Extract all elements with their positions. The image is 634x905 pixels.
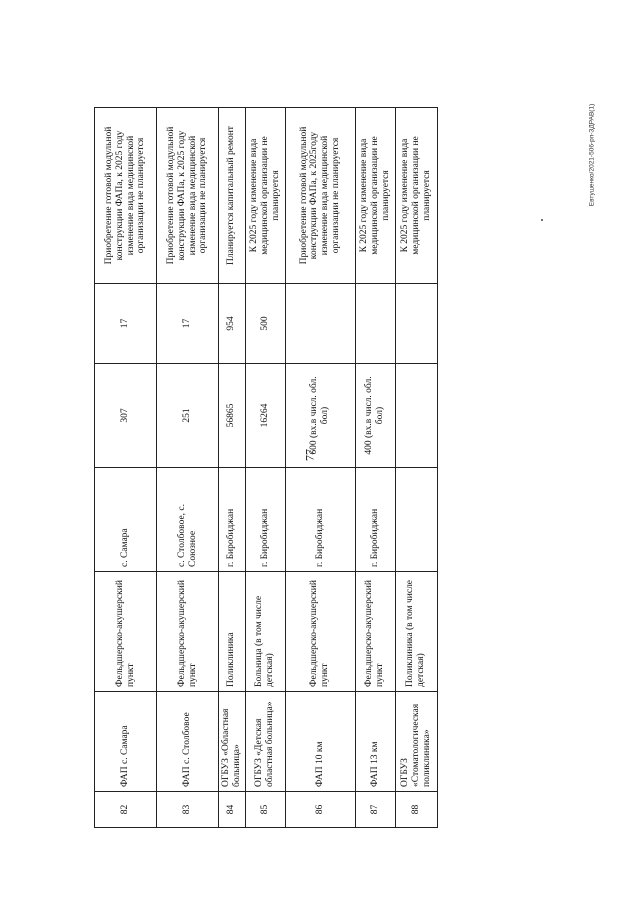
row-number-cell: 84 [219,792,246,828]
facility-name-cell: ФАП 13 км [355,692,395,792]
population-served-cell [395,364,437,468]
population-served-cell: 16264 [245,364,285,468]
facility-name-cell: ОГБУЗ «Областная больница» [219,692,246,792]
document-code: Евтушенко/2021-506-рп-ЗДРАВ(1) [588,103,596,207]
capacity-value-cell [355,284,395,364]
location-cell [395,468,437,572]
location-cell: с. Самара [95,468,157,572]
row-number-cell: 88 [395,792,437,828]
table-body [95,108,438,828]
plan-note-cell: Приобретение готовой модульной конструкции ФАПа, к 2025 году изменение вида медицинской организации не планируется [95,108,157,284]
population-served-cell: 307 [95,364,157,468]
plan-note-cell: К 2025 году изменение вида медицинской организации не планируется [245,108,285,284]
facility-type-cell: Фельдшерско-акушерский пункт [157,572,219,692]
capacity-value-cell [395,284,437,364]
row-number-cell: 82 [95,792,157,828]
capacity-value-cell: 954 [219,284,246,364]
scan-speck [541,219,543,221]
plan-note-cell: К 2025 году изменение вида медицинской организации не планируется [355,108,395,284]
population-served-cell: 56865 [219,364,246,468]
table-row [285,108,355,828]
page-number: 77 [302,449,317,461]
facility-name-cell: ФАП с. Самара [95,692,157,792]
row-number-cell: 83 [157,792,219,828]
facility-name-cell: ФАП с. Столбовое [157,692,219,792]
capacity-value-cell: 500 [245,284,285,364]
table-row [219,108,246,828]
location-cell: с. Столбовое, с. Союзное [157,468,219,572]
facility-type-cell: Поликлиника [219,572,246,692]
facility-name-cell: ОГБУЗ «Стоматологическая поликлиника» [395,692,437,792]
table-row [245,108,285,828]
plan-note-cell: К 2025 году изменение вида медицинской организации не планируется [395,108,437,284]
location-cell: г. Биробиджан [245,468,285,572]
facility-type-cell: Поликлиника (в том числе детская) [395,572,437,692]
capacity-value-cell: 17 [157,284,219,364]
population-served-cell: 600 (вх.в числ. обл. бол) [285,364,355,468]
facility-type-cell: Фельдшерско-акушерский пункт [95,572,157,692]
population-served-cell: 251 [157,364,219,468]
facility-type-cell: Фельдшерско-акушерский пункт [355,572,395,692]
table-row [395,108,437,828]
plan-note-cell: Планируется капитальный ремонт [219,108,246,284]
capacity-value-cell [285,284,355,364]
facility-type-cell: Фельдшерско-акушерский пункт [285,572,355,692]
plan-note-cell: Приобретение готовой модульной конструкции ФАПа, к 2025 году изменение вида медицинской организации не планируется [157,108,219,284]
facility-name-cell: ОГБУЗ «Детская областная больница» [245,692,285,792]
rotated-table-container [94,108,432,828]
population-served-cell: 400 (вх.в числ. обл. бол) [355,364,395,468]
facility-name-cell: ФАП 10 км [285,692,355,792]
location-cell: г. Биробиджан [285,468,355,572]
row-number-cell: 86 [285,792,355,828]
plan-note-cell: Приобретение готовой модульной конструкции ФАПа, к 2025году изменение вида медицинской организации не планируется [285,108,355,284]
table-row [157,108,219,828]
capacity-value-cell: 17 [95,284,157,364]
row-number-cell: 85 [245,792,285,828]
facilities-table [94,107,438,828]
table-row [355,108,395,828]
facility-type-cell: Больница (в том числе детская) [245,572,285,692]
row-number-cell: 87 [355,792,395,828]
location-cell: г. Биробиджан [355,468,395,572]
location-cell: г. Биробиджан [219,468,246,572]
table-row [95,108,157,828]
